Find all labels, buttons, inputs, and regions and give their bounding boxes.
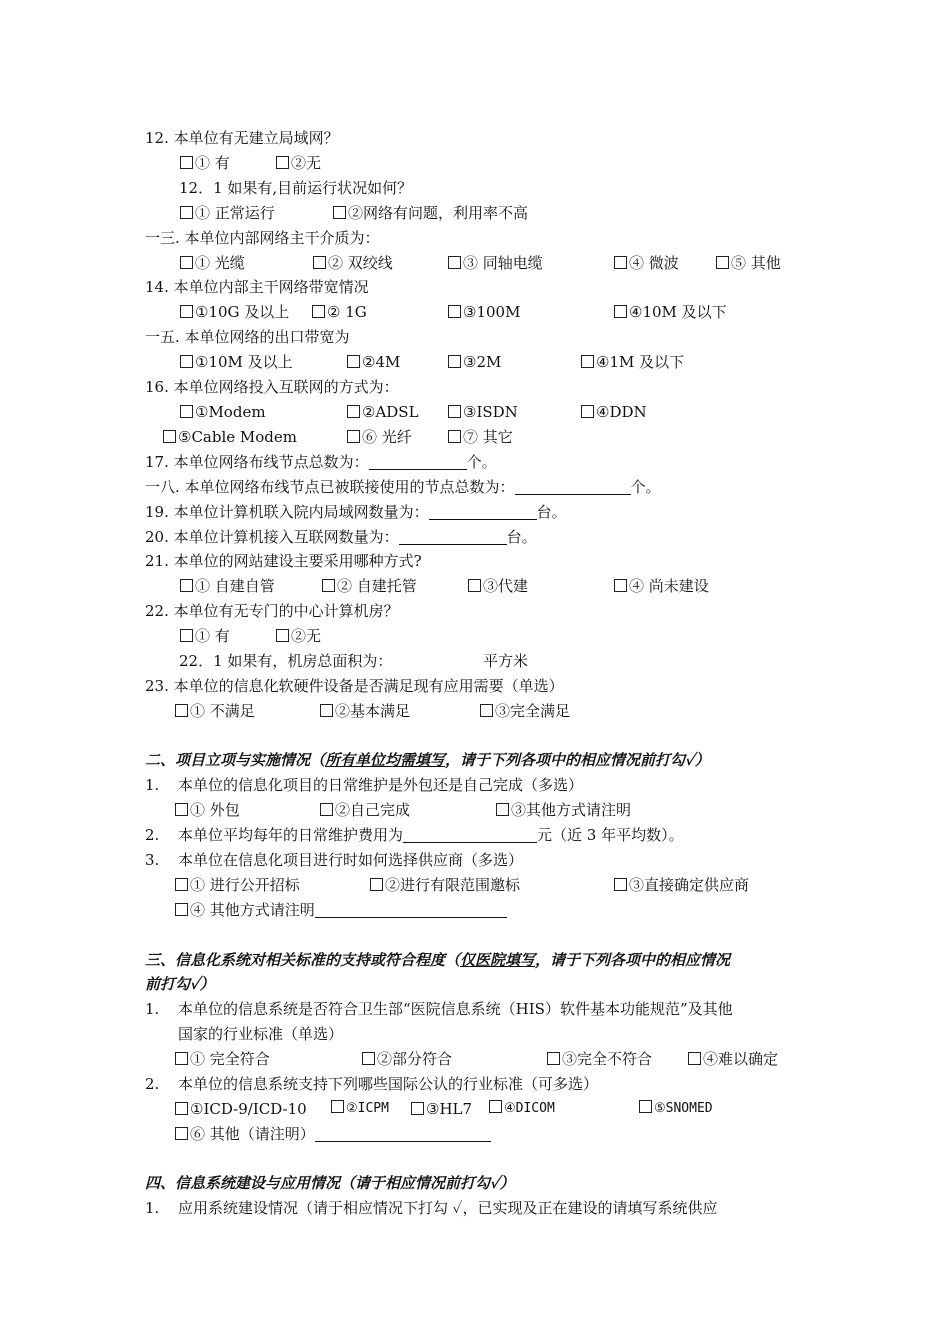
s3-q2-option-4[interactable]: ④DICOM bbox=[489, 1099, 555, 1119]
fill-blank[interactable] bbox=[399, 529, 507, 545]
q23-option-2[interactable]: ②基本满足 bbox=[320, 701, 410, 721]
s4-q1-number: 1. bbox=[145, 1199, 160, 1217]
checkbox[interactable] bbox=[581, 355, 594, 368]
q22-option-1[interactable]: ① 有 bbox=[180, 626, 230, 646]
q21-option-2[interactable]: ② 自建托管 bbox=[322, 576, 417, 596]
s3-q2-option-2[interactable]: ②ICPM bbox=[331, 1099, 389, 1119]
q12-option-1[interactable]: ① 有 bbox=[180, 153, 230, 173]
checkbox[interactable] bbox=[175, 903, 188, 916]
question-21: 21. 本单位的网站建设主要采用哪种方式? bbox=[145, 552, 422, 570]
checkbox[interactable] bbox=[614, 579, 627, 592]
question-23: 23. 本单位的信息化软硬件设备是否满足现有应用需要（单选） bbox=[145, 677, 564, 695]
s3-question-1: 本单位的信息系统是否符合卫生部“医院信息系统（HIS）软件基本功能规范”及其他 bbox=[178, 1000, 733, 1018]
checkbox[interactable] bbox=[489, 1100, 502, 1113]
checkbox[interactable] bbox=[180, 256, 193, 269]
checkbox[interactable] bbox=[163, 430, 176, 443]
s2-q3-option-3[interactable]: ③直接确定供应商 bbox=[614, 875, 749, 895]
q15-option-4[interactable]: ④1M 及以下 bbox=[581, 352, 684, 372]
checkbox[interactable] bbox=[331, 1100, 344, 1113]
q12-1-option-1[interactable]: ① 正常运行 bbox=[180, 203, 275, 223]
s3-question-2: 本单位的信息系统支持下列哪些国际公认的行业标准（可多选） bbox=[178, 1075, 599, 1093]
checkbox[interactable] bbox=[411, 1102, 424, 1115]
checkbox[interactable] bbox=[688, 1052, 701, 1065]
s2-q1-option-2[interactable]: ②自己完成 bbox=[320, 800, 410, 820]
q12-1-option-2[interactable]: ②网络有问题，利用率不高 bbox=[333, 203, 528, 223]
checkbox[interactable] bbox=[362, 1052, 375, 1065]
fill-blank[interactable] bbox=[369, 454, 467, 470]
s3-q1-number: 1. bbox=[145, 1000, 160, 1018]
q14-option-4[interactable]: ④10M 及以下 bbox=[614, 302, 727, 322]
checkbox[interactable] bbox=[175, 878, 188, 891]
q16-option-5[interactable]: ⑤Cable Modem bbox=[163, 427, 297, 447]
checkbox[interactable] bbox=[320, 803, 333, 816]
checkbox[interactable] bbox=[175, 704, 188, 717]
checkbox[interactable] bbox=[313, 256, 326, 269]
s3-q2-option-5[interactable]: ⑤SNOMED bbox=[639, 1099, 713, 1119]
checkbox[interactable] bbox=[320, 704, 333, 717]
q16-option-6[interactable]: ⑥ 光纤 bbox=[347, 427, 412, 447]
q14-option-3[interactable]: ③100M bbox=[448, 302, 520, 322]
question-12-1: 12．1 如果有,目前运行状况如何？ bbox=[179, 179, 413, 197]
checkbox[interactable] bbox=[276, 629, 289, 642]
section-3-heading-cont: 前打勾✓） bbox=[145, 975, 215, 993]
q13-option-1[interactable]: ① 光缆 bbox=[180, 253, 245, 273]
fill-blank[interactable] bbox=[515, 479, 631, 495]
s2-q2-number: 2. bbox=[145, 826, 160, 844]
checkbox[interactable] bbox=[276, 156, 289, 169]
s4-question-1: 应用系统建设情况（请于相应情况下打勾 ✓，已实现及正在建设的请填写系统供应 bbox=[178, 1199, 718, 1217]
s2-question-1: 本单位的信息化项目的日常维护是外包还是自己完成（多选） bbox=[178, 776, 584, 794]
fill-blank[interactable] bbox=[315, 1126, 491, 1142]
q23-option-1[interactable]: ① 不满足 bbox=[175, 701, 255, 721]
question-13: 一三. 本单位内部网络主干介质为： bbox=[145, 229, 380, 247]
q15-option-3[interactable]: ③2M bbox=[448, 352, 501, 372]
checkbox[interactable] bbox=[347, 430, 360, 443]
section-4-heading: 四、信息系统建设与应用情况（请于相应情况前打勾✓） bbox=[145, 1174, 515, 1192]
checkbox[interactable] bbox=[639, 1100, 652, 1113]
checkbox[interactable] bbox=[180, 355, 193, 368]
s2-q3-option-1[interactable]: ① 进行公开招标 bbox=[175, 875, 300, 895]
checkbox[interactable] bbox=[322, 579, 335, 592]
q14-option-2[interactable]: ② 1G bbox=[312, 302, 367, 322]
s2-q3-option-4[interactable]: ④ 其他方式请注明 bbox=[175, 900, 507, 920]
q16-option-7[interactable]: ⑦ 其它 bbox=[448, 427, 513, 447]
q13-option-3[interactable]: ③ 同轴电缆 bbox=[448, 253, 543, 273]
q21-option-4[interactable]: ④ 尚未建设 bbox=[614, 576, 709, 596]
q16-option-3[interactable]: ③ISDN bbox=[448, 402, 518, 422]
checkbox[interactable] bbox=[614, 305, 627, 318]
s3-q2-option-3[interactable]: ③HL7 bbox=[411, 1099, 472, 1119]
s2-q1-option-1[interactable]: ① 外包 bbox=[175, 800, 240, 820]
s2-q1-number: 1. bbox=[145, 776, 160, 794]
q21-option-1[interactable]: ① 自建自管 bbox=[180, 576, 275, 596]
checkbox[interactable] bbox=[333, 206, 346, 219]
s3-q1-option-1[interactable]: ① 完全符合 bbox=[175, 1049, 270, 1069]
q22-option-2[interactable]: ②无 bbox=[276, 626, 321, 646]
s3-q2-option-6[interactable]: ⑥ 其他（请注明） bbox=[175, 1124, 491, 1144]
area-unit: 平方米 bbox=[483, 652, 529, 670]
s2-question-2: 本单位平均每年的日常维护费用为 元（近 3 年平均数）。 bbox=[178, 826, 684, 844]
q16-option-2[interactable]: ②ADSL bbox=[347, 402, 419, 422]
checkbox[interactable] bbox=[448, 305, 461, 318]
q12-option-2[interactable]: ②无 bbox=[276, 153, 321, 173]
checkbox[interactable] bbox=[175, 1127, 188, 1140]
s2-q3-number: 3. bbox=[145, 851, 160, 869]
checkbox[interactable] bbox=[448, 430, 461, 443]
q13-option-4[interactable]: ④ 微波 bbox=[614, 253, 679, 273]
q15-option-1[interactable]: ①10M 及以上 bbox=[180, 352, 293, 372]
question-12: 12. 本单位有无建立局域网？ bbox=[145, 129, 339, 147]
question-19: 19. 本单位计算机联入院内局域网数量为： 台。 bbox=[145, 503, 567, 521]
s3-question-1-cont: 国家的行业标准（单选） bbox=[178, 1025, 344, 1043]
q13-option-5[interactable]: ⑤ 其他 bbox=[716, 253, 781, 273]
s3-q2-number: 2. bbox=[145, 1075, 160, 1093]
q16-option-4[interactable]: ④DDN bbox=[581, 402, 647, 422]
checkbox[interactable] bbox=[370, 878, 383, 891]
question-17: 17. 本单位网络布线节点总数为： 个。 bbox=[145, 453, 497, 471]
q21-option-3[interactable]: ③代建 bbox=[468, 576, 528, 596]
checkbox[interactable] bbox=[180, 206, 193, 219]
question-18: 一八. 本单位网络布线节点已被联接使用的节点总数为： 个。 bbox=[145, 478, 661, 496]
checkbox[interactable] bbox=[547, 1052, 560, 1065]
q16-option-1[interactable]: ①Modem bbox=[180, 402, 266, 422]
checkbox[interactable] bbox=[312, 305, 325, 318]
checkbox[interactable] bbox=[581, 405, 594, 418]
checkbox[interactable] bbox=[496, 803, 509, 816]
checkbox[interactable] bbox=[180, 629, 193, 642]
checkbox[interactable] bbox=[347, 405, 360, 418]
fill-blank[interactable] bbox=[403, 827, 537, 843]
checkbox[interactable] bbox=[180, 305, 193, 318]
q15-option-2[interactable]: ②4M bbox=[347, 352, 400, 372]
section-3-heading: 三、信息化系统对相关标准的支持或符合程度（仅医院填写，请于下列各项中的相应情况 bbox=[145, 951, 731, 969]
checkbox[interactable] bbox=[614, 878, 627, 891]
question-16: 16. 本单位网络投入互联网的方式为： bbox=[145, 378, 399, 396]
checkbox[interactable] bbox=[180, 156, 193, 169]
section-2-heading: 二、项目立项与实施情况（所有单位均需填写，请于下列各项中的相应情况前打勾✓） bbox=[145, 751, 710, 769]
checkbox[interactable] bbox=[448, 405, 461, 418]
checkbox[interactable] bbox=[175, 803, 188, 816]
fill-blank[interactable] bbox=[429, 504, 537, 520]
checkbox[interactable] bbox=[716, 256, 729, 269]
s2-question-3: 本单位在信息化项目进行时如何选择供应商（多选） bbox=[178, 851, 524, 869]
checkbox[interactable] bbox=[480, 704, 493, 717]
q13-option-2[interactable]: ② 双绞线 bbox=[313, 253, 393, 273]
checkbox[interactable] bbox=[347, 355, 360, 368]
question-14: 14. 本单位内部主干网络带宽情况 bbox=[145, 278, 369, 296]
s3-q1-option-4[interactable]: ④难以确定 bbox=[688, 1049, 778, 1069]
checkbox[interactable] bbox=[180, 405, 193, 418]
checkbox[interactable] bbox=[180, 579, 193, 592]
question-20: 20. 本单位计算机接入互联网数量为： 台。 bbox=[145, 528, 537, 546]
question-15: 一五. 本单位网络的出口带宽为 bbox=[145, 328, 350, 346]
q14-option-1[interactable]: ①10G 及以上 bbox=[180, 302, 289, 322]
checkbox[interactable] bbox=[614, 256, 627, 269]
checkbox[interactable] bbox=[468, 579, 481, 592]
s3-q2-option-1[interactable]: ①ICD-9/ICD-10 bbox=[175, 1099, 307, 1119]
checkbox[interactable] bbox=[175, 1052, 188, 1065]
s3-q1-option-3[interactable]: ③完全不符合 bbox=[547, 1049, 652, 1069]
question-22: 22. 本单位有无专门的中心计算机房？ bbox=[145, 602, 399, 620]
checkbox[interactable] bbox=[175, 1102, 188, 1115]
s2-q3-option-2[interactable]: ②进行有限范围邀标 bbox=[370, 875, 520, 895]
question-22-1: 22．1 如果有，机房总面积为： bbox=[179, 652, 393, 670]
fill-blank[interactable] bbox=[315, 902, 507, 918]
q23-option-3[interactable]: ③完全满足 bbox=[480, 701, 570, 721]
s3-q1-option-2[interactable]: ②部分符合 bbox=[362, 1049, 452, 1069]
s2-q1-option-3[interactable]: ③其他方式请注明 bbox=[496, 800, 631, 820]
checkbox[interactable] bbox=[448, 256, 461, 269]
checkbox[interactable] bbox=[448, 355, 461, 368]
